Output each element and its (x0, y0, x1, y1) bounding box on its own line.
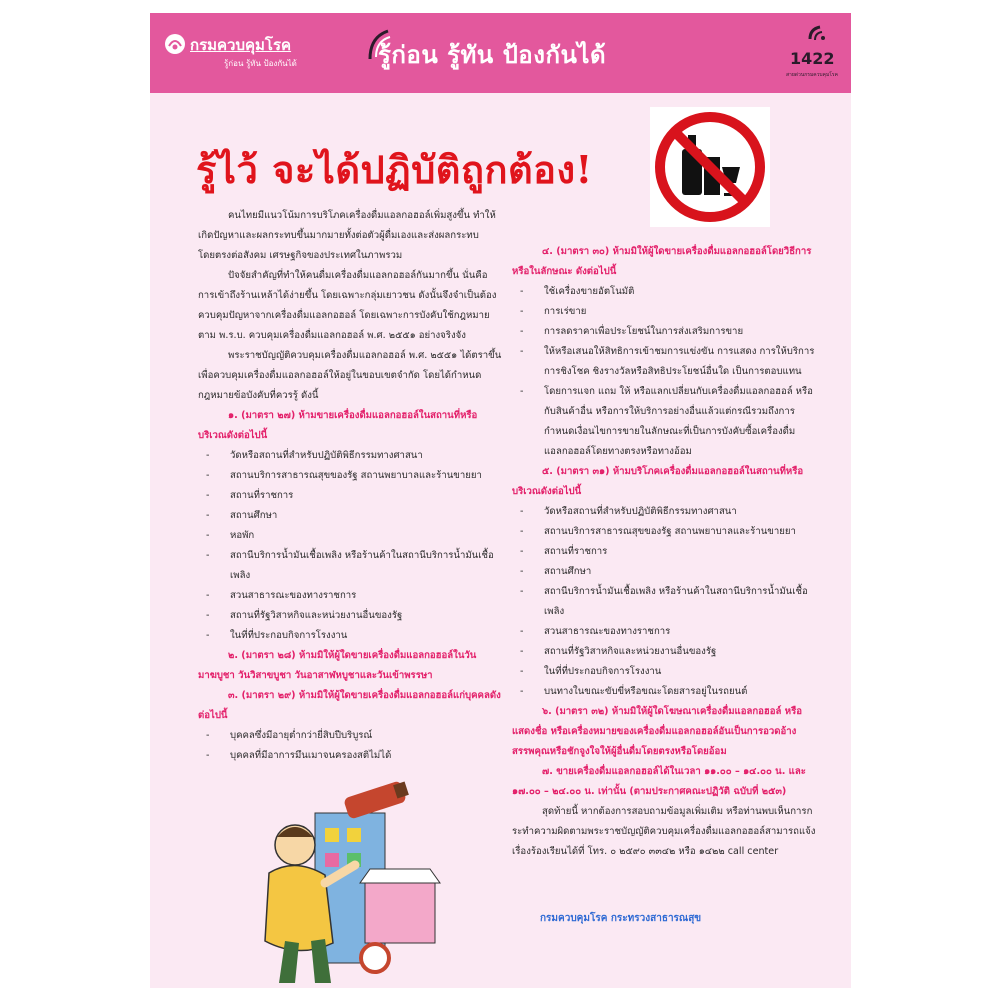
list-item: - ในที่ที่ประกอบกิจการโรงงาน (198, 626, 502, 646)
left-column (198, 206, 502, 766)
no-alcohol-icon (650, 107, 770, 227)
list-item: - หอพัก (198, 526, 502, 546)
list-item: - สถานที่ราชการ (512, 542, 816, 562)
list-item: - สวนสาธารณะของทางราชการ (198, 586, 502, 606)
section-7-title: ๗. ขายเครื่องดื่มแอลกอฮอล์ได้ในเวลา ๑๑.๐๐ – ๑๔.๐๐ น. และ ๑๗.๐๐ – ๒๔.๐๐ น. เท่านั้น (ตามประกาศคณะปฏิวัติ ฉบับที่ ๒๕๓) (512, 766, 806, 797)
drunk-man-street-vendor-illustration (255, 773, 445, 988)
org-tagline: รู้ก่อน รู้ทัน ป้องกันได้ (224, 59, 297, 68)
list-item: - บุคคลซึ่งมีอายุต่ำกว่ายี่สิบปีบริบูรณ์ (198, 726, 502, 746)
slogan: รู้ก่อน รู้ทัน ป้องกันได้ (378, 41, 607, 69)
list-item: - ในที่ที่ประกอบกิจการโรงงาน (512, 662, 816, 682)
list-item: - สถานศึกษา (512, 562, 816, 582)
list-item: - สถานที่รัฐวิสาหกิจและหน่วยงานอื่นของรัฐ (198, 606, 502, 626)
credit-line: กรมควบคุมโรค กระทรวงสาธารณสุข (540, 913, 702, 924)
list-item: - สถานที่ราชการ (198, 486, 502, 506)
list-item: - สถานบริการสาธารณสุขของรัฐ สถานพยาบาลและร้านขายยา (512, 522, 816, 542)
section-1-title: ๑. (มาตรา ๒๗) ห้ามขายเครื่องดื่มแอลกอฮอล์ในสถานที่หรือบริเวณดังต่อไปนี้ (198, 410, 478, 441)
intro-paragraph-3: พระราชบัญญัติควบคุมเครื่องดื่มแอลกอฮอล์ พ.ศ. ๒๕๕๑ ได้ตราขึ้นเพื่อควบคุมเครื่องดื่มแอลกอฮอล์ให้อยู่ในขอบเขตจำกัด โดยได้กำหนดกฎหมายข้อบังคับที่ควรรู้ ดังนี้ (198, 350, 502, 401)
list-item: - สถานศึกษา (198, 506, 502, 526)
section-3-title: ๓. (มาตรา ๒๙) ห้ามมิให้ผู้ใดขายเครื่องดื่มแอลกอฮอล์แก่บุคคลดังต่อไปนี้ (198, 690, 501, 721)
list-item: - ใช้เครื่องขายอัตโนมัติ (512, 282, 816, 302)
list-item: - โดยการแจก แถม ให้ หรือแลกเปลี่ยนกับเครื่องดื่มแอลกอฮอล์ หรือกับสินค้าอื่น หรือการให้บริการอย่างอื่นแล้วแต่กรณีรวมถึงการกำหนดเงื่อนไขการขายในลักษณะที่เป็นการบังคับซื้อเครื่องดื่มแอลกอฮอล์โดยทางตรงหรือทางอ้อม (512, 382, 816, 462)
hotline-number: 1422 (790, 49, 835, 68)
intro-paragraph-2: ปัจจัยสำคัญที่ทำให้คนดื่มเครื่องดื่มแอลกอฮอล์กันมากขึ้น นั่นคือ การเข้าถึงร้านเหล้าได้ง่ายขึ้น โดยเฉพาะกลุ่มเยาวชน ดังนั้นจึงจำเป็นต้อง ควบคุมปัญหาจากเครื่องดื่มแอลกอฮอล์ โดยเฉพาะการบังคับใช้กฎหมายตาม พ.ร.บ. ควบคุมเครื่องดื่มแอลกอฮอล์ พ.ศ. ๒๕๕๑ อย่างจริงจัง (198, 270, 497, 341)
list-item: - สถานที่รัฐวิสาหกิจและหน่วยงานอื่นของรัฐ (512, 642, 816, 662)
right-column (512, 242, 816, 862)
list-item: - สถานบริการสาธารณสุขของรัฐ สถานพยาบาลและร้านขายยา (198, 466, 502, 486)
closing-paragraph: สุดท้ายนี้ หากต้องการสอบถามข้อมูลเพิ่มเติม หรือท่านพบเห็นการกระทำความผิดตามพระราชบัญญัติควบคุมเครื่องดื่มแอลกอฮอล์สามารถแจ้งเรื่องร้องเรียนได้ที่ โทร. ๐ ๒๕๙๐ ๓๓๔๒ หรือ ๑๔๒๒ call center (512, 806, 816, 857)
org-name: กรมควบคุมโรค (190, 36, 292, 54)
list-item: - สถานีบริการน้ำมันเชื้อเพลิง หรือร้านค้าในสถานีบริการน้ำมันเชื้อเพลิง (512, 582, 816, 622)
section-4-title: ๔. (มาตรา ๓๐) ห้ามมิให้ผู้ใดขายเครื่องดื่มแอลกอฮอล์โดยวิธีการหรือในลักษณะ ดังต่อไปนี้ (512, 246, 812, 277)
list-item: - วัดหรือสถานที่สำหรับปฏิบัติพิธีกรรมทางศาสนา (198, 446, 502, 466)
hotline-badge (782, 21, 846, 87)
section-5-title: ๕. (มาตรา ๓๑) ห้ามบริโภคเครื่องดื่มแอลกอฮอล์ในสถานที่หรือบริเวณดังต่อไปนี้ (512, 466, 804, 497)
ddc-logo (164, 27, 334, 77)
hotline-caption: สายด่วนกรมควบคุมโรค (786, 72, 838, 78)
list-item: - ให้หรือเสนอให้สิทธิการเข้าชมการแข่งขัน การแสดง การให้บริการ การชิงโชค ชิงรางวัลหรือสิทธิประโยชน์อื่นใด เป็นการตอบแทน (512, 342, 816, 382)
section-2-title: ๒. (มาตรา ๒๘) ห้ามมิให้ผู้ใดขายเครื่องดื่มแอลกอฮอล์ในวันมาฆบูชา วันวิสาขบูชา วันอาสาฬหบูชาและวันเข้าพรรษา (198, 650, 477, 681)
list-item: - การลดราคาเพื่อประโยชน์ในการส่งเสริมการขาย (512, 322, 816, 342)
list-item: - บนทางในขณะขับขี่หรือขณะโดยสารอยู่ในรถยนต์ (512, 682, 816, 702)
list-item: - สถานีบริการน้ำมันเชื้อเพลิง หรือร้านค้าในสถานีบริการน้ำมันเชื้อเพลิง (198, 546, 502, 586)
header-banner (150, 13, 851, 93)
page-title: รู้ไว้ จะได้ปฏิบัติถูกต้อง! (196, 147, 593, 192)
ddc-emblem-icon (164, 33, 186, 55)
list-item: - การเร่ขาย (512, 302, 816, 322)
intro-paragraph-1: คนไทยมีแนวโน้มการบริโภคเครื่องดื่มแอลกอฮอล์เพิ่มสูงขึ้น ทำให้เกิดปัญหาและผลกระทบขึ้นมากมายทั้งต่อตัวผู้ดื่มเองและส่งผลกระทบโดยตรงต่อสังคม เศรษฐกิจของประเทศในภาพรวม (198, 210, 496, 261)
phone-icon (806, 23, 828, 45)
section-6-title: ๖. (มาตรา ๓๒) ห้ามมิให้ผู้ใดโฆษณาเครื่องดื่มแอลกอฮอล์ หรือแสดงชื่อ หรือเครื่องหมายของเครื่องดื่มแอลกอฮอล์อันเป็นการอวดอ้างสรรพคุณหรือชักจูงใจให้ผู้อื่นดื่มโดยตรงหรือโดยอ้อม (512, 706, 802, 757)
poster (150, 13, 851, 988)
list-item: - วัดหรือสถานที่สำหรับปฏิบัติพิธีกรรมทางศาสนา (512, 502, 816, 522)
list-item: - บุคคลที่มีอาการมึนเมาจนครองสติไม่ได้ (198, 746, 502, 766)
list-item: - สวนสาธารณะของทางราชการ (512, 622, 816, 642)
